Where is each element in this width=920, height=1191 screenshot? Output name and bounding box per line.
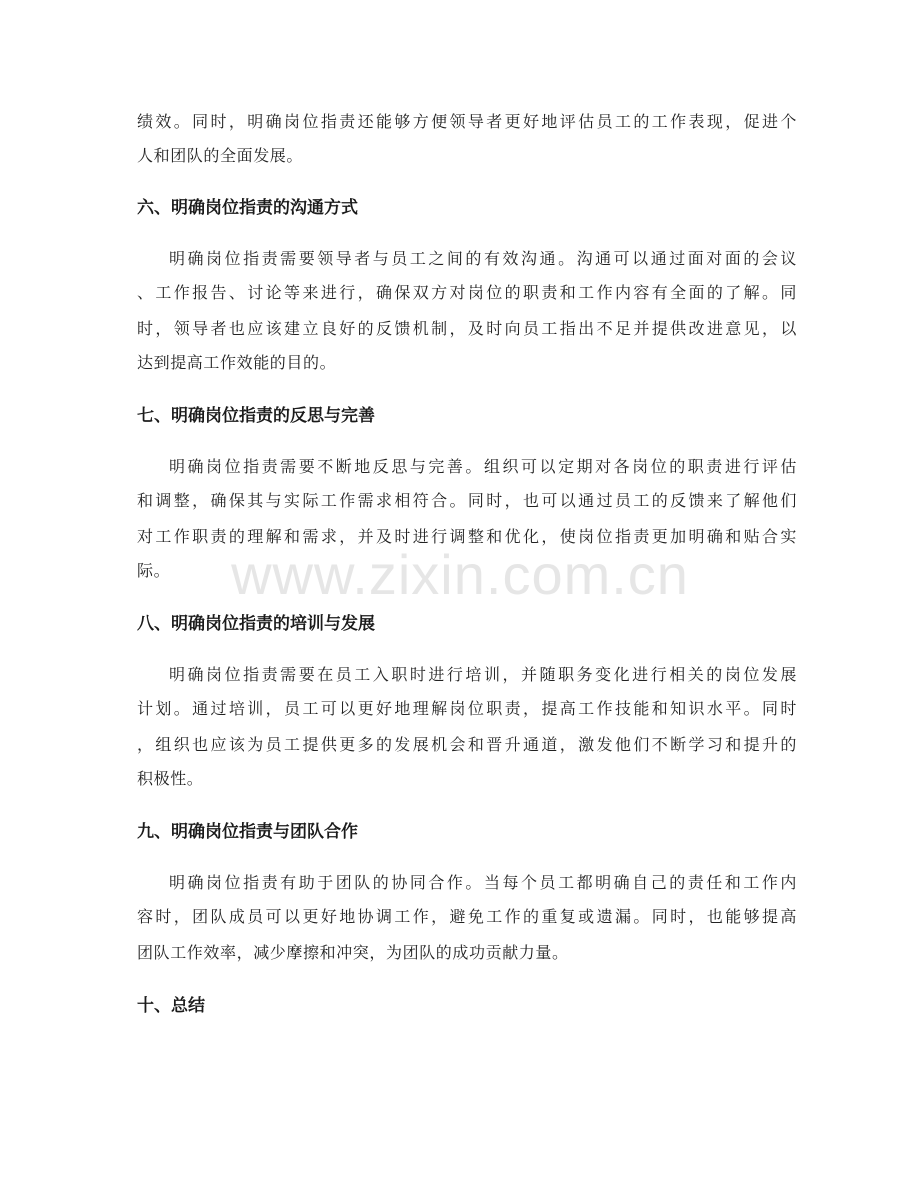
paragraph-line: 明确岗位指责需要领导者与员工之间的有效沟通。沟通可以通过面对面的会议 xyxy=(169,249,797,268)
paragraph-line: 绩效。同时，明确岗位指责还能够方便领导者更好地评估员工的工作表现，促进个 xyxy=(137,112,797,131)
paragraph-line: 和调整，确保其与实际工作需求相符合。同时，也可以通过员工的反馈来了解他们 xyxy=(137,491,797,510)
section-heading: 七、明确岗位指责的反思与完善 xyxy=(137,406,375,426)
section-heading: 十、总结 xyxy=(137,996,205,1016)
section-heading: 九、明确岗位指责与团队合作 xyxy=(137,822,358,842)
paragraph-line: ，组织也应该为员工提供更多的发展机会和晋升通道，激发他们不断学习和提升的 xyxy=(137,735,797,754)
paragraph-line: 明确岗位指责有助于团队的协同合作。当每个员工都明确自己的责任和工作内 xyxy=(169,873,797,892)
paragraph-line: 容时，团队成员可以更好地协调工作，避免工作的重复或遗漏。同时，也能够提高 xyxy=(137,907,797,926)
paragraph-line: 积极性。 xyxy=(137,769,204,788)
section-heading: 六、明确岗位指责的沟通方式 xyxy=(137,198,358,218)
paragraph-line: 人和团队的全面发展。 xyxy=(137,146,304,165)
paragraph-line: 、工作报告、讨论等来进行，确保双方对岗位的职责和工作内容有全面的了解。同 xyxy=(137,283,797,302)
paragraph-line: 对工作职责的理解和需求，并及时进行调整和优化，使岗位指责更加明确和贴合实 xyxy=(137,527,797,546)
paragraph-line: 明确岗位指责需要不断地反思与完善。组织可以定期对各岗位的职责进行评估 xyxy=(169,457,797,476)
paragraph-line: 明确岗位指责需要在员工入职时进行培训，并随职务变化进行相关的岗位发展 xyxy=(169,665,797,684)
section-heading: 八、明确岗位指责的培训与发展 xyxy=(137,614,375,634)
paragraph-line: 计划。通过培训，员工可以更好地理解岗位职责，提高工作技能和知识水平。同时 xyxy=(137,699,797,718)
watermark: www.zixin.com.cn xyxy=(231,543,689,606)
paragraph-line: 达到提高工作效能的目的。 xyxy=(137,353,337,372)
paragraph-line: 团队工作效率，减少摩擦和冲突，为团队的成功贡献力量。 xyxy=(137,943,569,962)
paragraph-line: 际。 xyxy=(137,561,171,580)
paragraph-line: 时，领导者也应该建立良好的反馈机制，及时向员工指出不足并提供改进意见，以 xyxy=(137,319,797,338)
